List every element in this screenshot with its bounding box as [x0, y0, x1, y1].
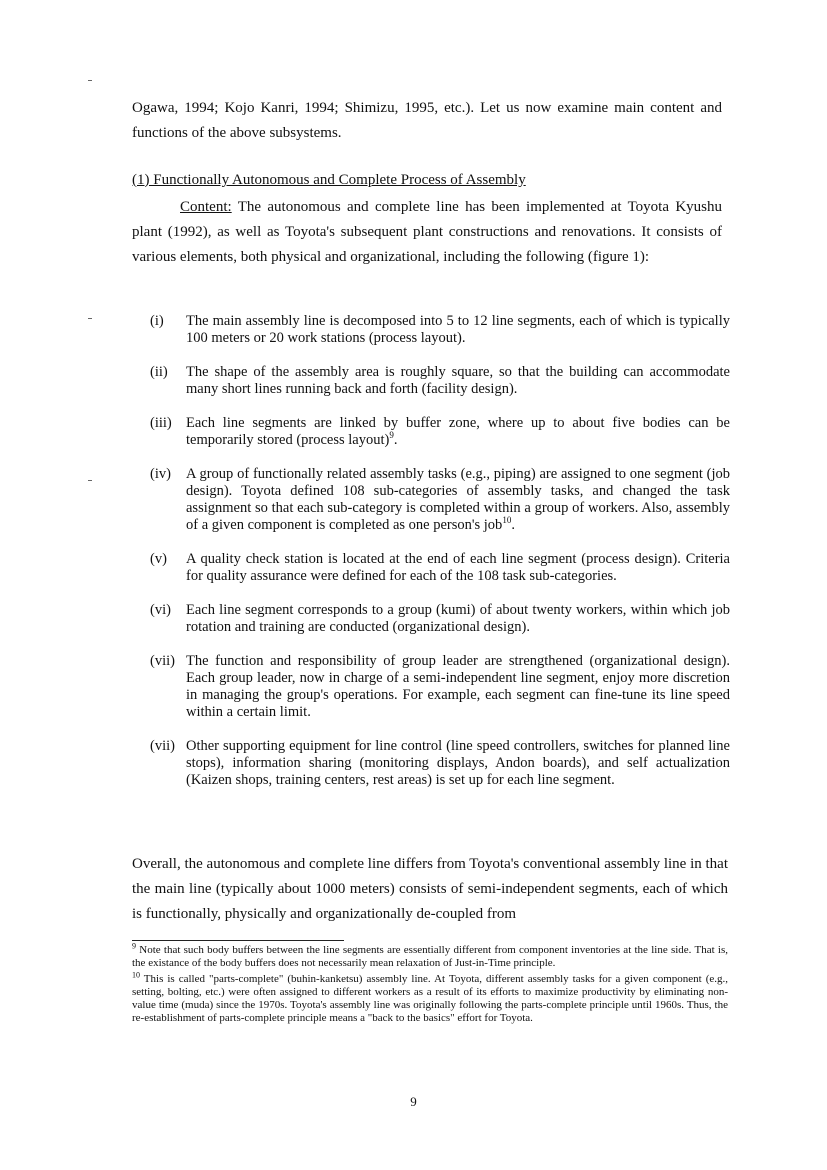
- item-number: (vii): [150, 738, 175, 754]
- footnote-number: 9: [132, 941, 136, 951]
- footnote-ref: 10: [502, 515, 512, 526]
- item-number: (vi): [150, 602, 171, 618]
- content-label: Content:: [180, 199, 232, 215]
- footnotes: [132, 941, 728, 1028]
- scan-mark: [88, 480, 92, 481]
- item-text: The shape of the assembly area is roughly square, so that the building can accommodate many short lines running back and forth (facility design).: [186, 364, 730, 397]
- item-text-end: .: [393, 432, 398, 448]
- list-item: [150, 466, 730, 534]
- content-text: The autonomous and complete line has been implemented at Toyota Kyushu plant (1992), as well as Toyota's subsequent plant constructions and renovations. It consists of various elements, both physical and organizational, including the following (figure 1):: [132, 199, 722, 265]
- item-text: The main assembly line is decomposed into 5 to 12 line segments, each of which is typically 100 meters or 20 work stations (process layout).: [186, 313, 730, 346]
- item-number: (vii): [150, 653, 175, 669]
- list-item: [150, 415, 730, 449]
- item-text: The function and responsibility of group leader are strengthened (organizational design). Each group leader, now in charge of a semi-independent line segment, enjoy more discretion in managing the group's operations. For example, each segment can fine-tune its line speed within a certain limit.: [186, 653, 730, 720]
- footnote-text: This is called "parts-complete" (buhin-kanketsu) assembly line. At Toyota, different assembly tasks for a given component (e.g., setting, bolting, etc.) were often assigned to different workers as a result of its efforts to maximize productivity by eliminating non-value time (muda) since the 1970s. Toyota's assembly line was originally following the parts-complete principle until 1960s. Thus, the re-establishment of parts-complete principle means a "back to the basics" effort for Toyota.: [132, 973, 728, 1024]
- scan-mark: [88, 318, 92, 319]
- content-paragraph: [132, 195, 722, 270]
- element-list: [150, 313, 730, 806]
- footnote: [132, 941, 728, 970]
- item-text: Each line segment corresponds to a group (kumi) of about twenty workers, within which job rotation and training are conducted (organizational design).: [186, 602, 730, 635]
- overall-paragraph: Overall, the autonomous and complete line differs from Toyota's conventional assembly line in that the main line (typically about 1000 meters) consists of semi-independent segments, each of which is functionally, physically and organizationally de-coupled from: [132, 856, 728, 922]
- list-item: [150, 738, 730, 789]
- section-heading: [132, 172, 526, 189]
- item-text-end: .: [511, 517, 515, 533]
- intro-paragraph: Ogawa, 1994; Kojo Kanri, 1994; Shimizu, 1995, etc.). Let us now examine main content and functions of the above subsystems.: [132, 100, 722, 141]
- item-text: A quality check station is located at the end of each line segment (process design). Criteria for quality assurance were defined for each of the 108 task sub-categories.: [186, 551, 730, 584]
- item-text: Other supporting equipment for line control (line speed controllers, switches for planned line stops), information sharing (monitoring displays, Andon boards), and self actualization (Kaizen shops, training centers, rest areas) is set up for each line segment.: [186, 738, 730, 788]
- footnote-text: Note that such body buffers between the line segments are essentially different from component inventories at the line side. That is, the existance of the body buffers does not necessarily mean relaxation of Just-in-Time principle.: [132, 944, 728, 969]
- item-number: (iv): [150, 466, 171, 482]
- scan-mark: [88, 80, 92, 81]
- list-item: [150, 551, 730, 585]
- list-item: [150, 364, 730, 398]
- footnote-divider: [132, 940, 344, 941]
- item-number: (v): [150, 551, 167, 567]
- item-text: A group of functionally related assembly tasks (e.g., piping) are assigned to one segment (job design). Toyota defined 108 sub-categories of assembly tasks, and changed the task assignment so that each sub-category is completed within a group of workers. Also, assembly of a given component is completed as one person's job: [186, 466, 730, 533]
- item-number: (i): [150, 313, 164, 329]
- item-text: Each line segments are linked by buffer zone, where up to about five bodies can be temporarily stored (process layout): [186, 415, 730, 448]
- list-item: [150, 602, 730, 636]
- footnote-ref: 9: [389, 430, 394, 441]
- footnote-number: 10: [132, 970, 140, 980]
- list-item: [150, 313, 730, 347]
- item-number: (iii): [150, 415, 172, 431]
- list-item: [150, 653, 730, 721]
- item-number: (ii): [150, 364, 168, 380]
- section-heading-text: (1) Functionally Autonomous and Complete Process of Assembly: [132, 172, 526, 188]
- footnote: [132, 970, 728, 1025]
- page-number: 9: [410, 1094, 417, 1109]
